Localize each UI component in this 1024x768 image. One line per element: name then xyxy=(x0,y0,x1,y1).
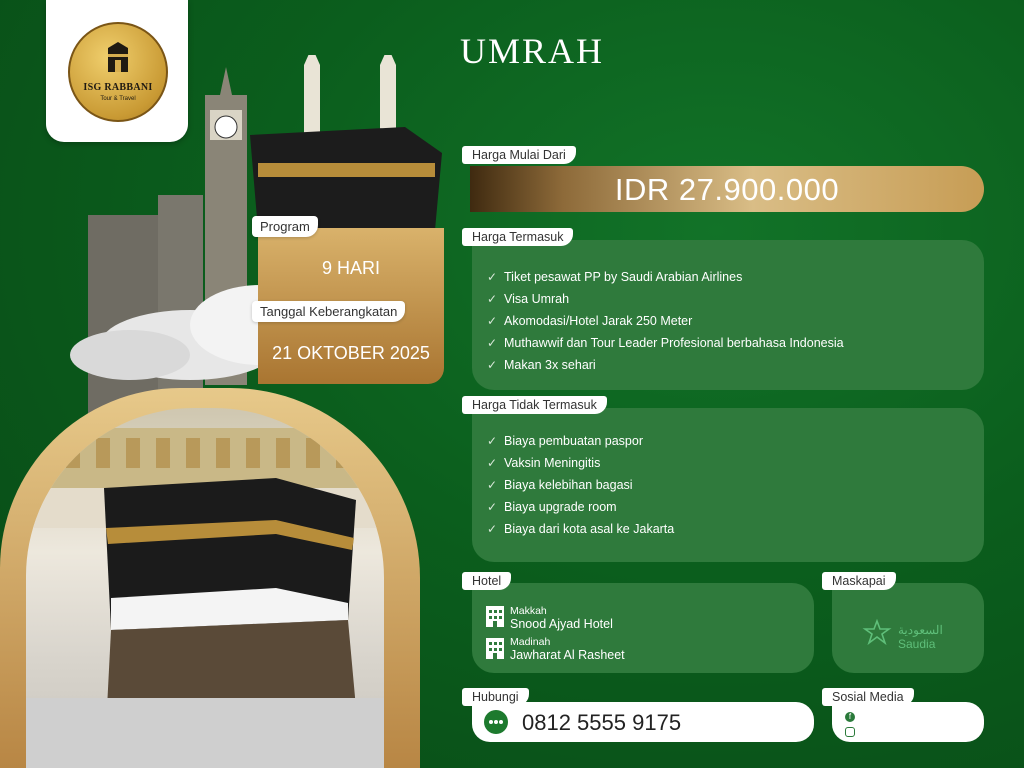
kaaba-photo xyxy=(26,408,384,768)
contact-label: Hubungi xyxy=(462,688,529,706)
hotel-label: Hotel xyxy=(462,572,511,590)
hotel-city: Makkah xyxy=(510,605,547,617)
included-panel xyxy=(472,240,984,390)
social-box xyxy=(832,702,984,742)
hotel-entry xyxy=(510,605,613,631)
list-item: ✓ Biaya upgrade room xyxy=(486,496,674,518)
saudia-logo-icon xyxy=(862,617,892,647)
logo-name: ISG RABBANI xyxy=(83,82,153,93)
company-logo xyxy=(68,22,168,122)
facebook-icon[interactable]: f xyxy=(845,712,855,722)
hotel-entry xyxy=(510,636,625,662)
building-icon xyxy=(484,635,506,659)
list-item: ✓ Tiket pesawat PP by Saudi Arabian Airlines xyxy=(486,266,844,288)
page-title: UMRAH xyxy=(460,31,605,71)
logo-card xyxy=(46,0,188,142)
hotel-name: Jawharat Al Rasheet xyxy=(510,648,625,662)
check-icon: ✓ xyxy=(486,500,498,514)
social-label: Sosial Media xyxy=(822,688,914,706)
airline-label: Maskapai xyxy=(822,572,896,590)
list-item: ✓ Visa Umrah xyxy=(486,288,844,310)
check-icon: ✓ xyxy=(486,434,498,448)
departure-value: 21 OKTOBER 2025 xyxy=(272,343,430,363)
whatsapp-chat-icon xyxy=(482,708,510,736)
contact-phone[interactable]: 0812 5555 9175 xyxy=(522,710,682,735)
list-item: ✓ Biaya pembuatan paspor xyxy=(486,430,674,452)
hotel-panel xyxy=(472,583,814,673)
logo-tagline: Tour & Travel xyxy=(100,96,136,102)
price-label: Harga Mulai Dari xyxy=(462,146,576,164)
excluded-panel xyxy=(472,408,984,562)
check-icon: ✓ xyxy=(486,314,498,328)
list-item: ✓ Muthawwif dan Tour Leader Profesional berbahasa Indonesia xyxy=(486,332,844,354)
price-value: IDR 27.900.000 xyxy=(614,172,840,207)
program-label: Program xyxy=(252,216,318,237)
included-list xyxy=(486,266,844,376)
kaaba-logo-icon xyxy=(106,40,130,76)
check-icon: ✓ xyxy=(486,358,498,372)
excluded-list xyxy=(486,430,674,540)
airline-logo-text: السعودية Saudia xyxy=(898,623,943,651)
instagram-icon[interactable] xyxy=(845,727,855,737)
included-label: Harga Termasuk xyxy=(462,228,573,246)
check-icon: ✓ xyxy=(486,478,498,492)
departure-label: Tanggal Keberangkatan xyxy=(252,301,405,322)
price-banner xyxy=(470,166,984,212)
contact-box xyxy=(472,702,814,742)
list-item: ✓ Vaksin Meningitis xyxy=(486,452,674,474)
check-icon: ✓ xyxy=(486,270,498,284)
hotel-name: Snood Ajyad Hotel xyxy=(510,617,613,631)
building-icon xyxy=(484,603,506,627)
list-item: ✓ Makan 3x sehari xyxy=(486,354,844,376)
check-icon: ✓ xyxy=(486,456,498,470)
list-item: ✓ Akomodasi/Hotel Jarak 250 Meter xyxy=(486,310,844,332)
kaaba-illustration xyxy=(26,408,384,768)
airline-panel xyxy=(832,583,984,673)
check-icon: ✓ xyxy=(486,292,498,306)
excluded-label: Harga Tidak Termasuk xyxy=(462,396,607,414)
list-item: ✓ Biaya dari kota asal ke Jakarta xyxy=(486,518,674,540)
list-item: ✓ Biaya kelebihan bagasi xyxy=(486,474,674,496)
check-icon: ✓ xyxy=(486,336,498,350)
program-value: 9 HARI xyxy=(321,258,381,278)
check-icon: ✓ xyxy=(486,522,498,536)
hotel-city: Madinah xyxy=(510,636,551,648)
